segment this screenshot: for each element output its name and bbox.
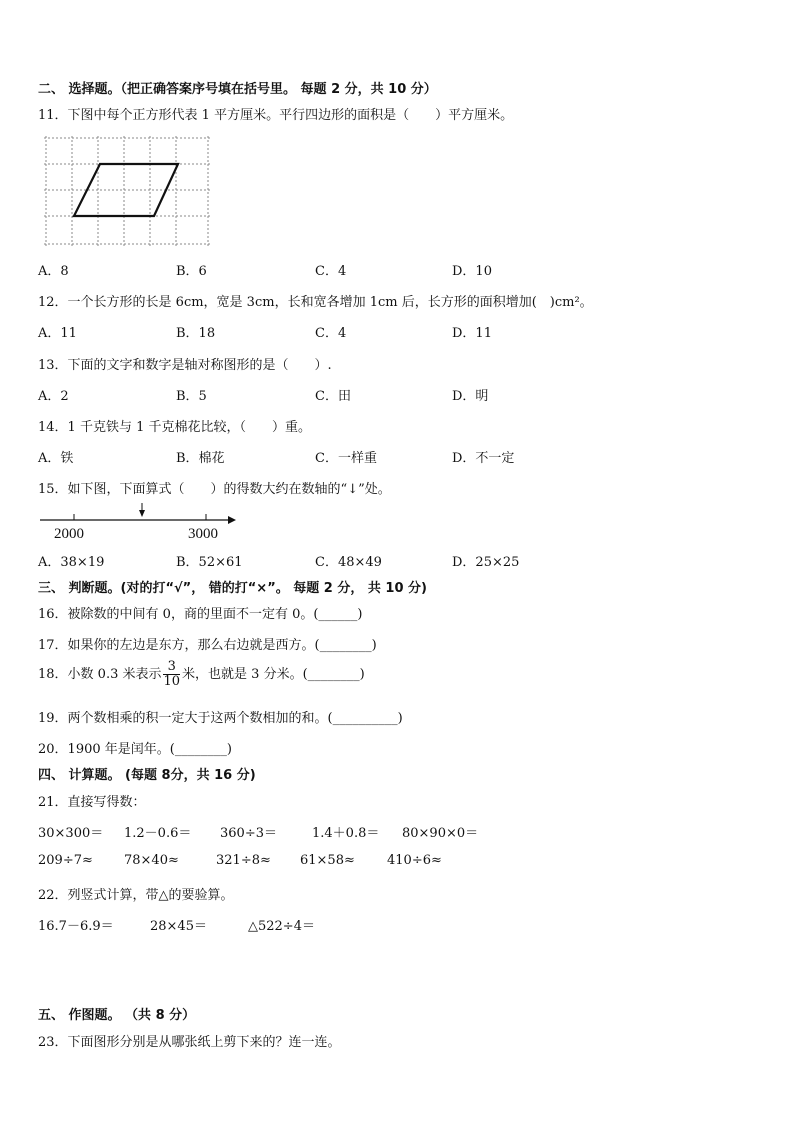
q14-option-c[interactable]: C．一样重: [315, 451, 377, 466]
question-14: 14．1 千克铁与 1 千克棉花比较，（ ）重。: [38, 420, 311, 435]
fraction-3-10: [163, 660, 180, 689]
axis-label-2000: 2000: [54, 526, 84, 542]
section3-heading: 三、 判断题。(对的打“√”， 错的打“×”。 每题 2 分， 共 10 分): [38, 581, 427, 596]
q14-option-a[interactable]: A．铁: [38, 451, 74, 466]
question-17[interactable]: 17．如果你的左边是东方，那么右边就是西方。(________): [38, 638, 377, 653]
question-16[interactable]: 16．被除数的中间有 0，商的里面不一定有 0。(______): [38, 607, 363, 622]
calc-item[interactable]: △522÷4＝: [248, 919, 315, 934]
calc-item[interactable]: 321÷8≈: [216, 853, 271, 868]
q12-option-d[interactable]: D．11: [452, 326, 492, 341]
calc-item[interactable]: 80×90×0＝: [402, 826, 479, 841]
q15-option-b[interactable]: B．52×61: [176, 555, 243, 570]
calc-item[interactable]: 1.4＋0.8＝: [312, 826, 380, 841]
q12-option-b[interactable]: B．18: [176, 326, 216, 341]
number-line-figure: [38, 500, 238, 544]
q13-option-d[interactable]: D．明: [452, 389, 489, 404]
q12-option-c[interactable]: C．4: [315, 326, 347, 341]
calc-item[interactable]: 1.2－0.6＝: [124, 826, 192, 841]
down-arrow-head: [139, 510, 145, 517]
q11-option-d[interactable]: D．10: [452, 264, 492, 279]
q14-option-d[interactable]: D．不一定: [452, 451, 515, 466]
section2-heading: 二、 选择题。（把正确答案序号填在括号里。 每题 2 分，共 10 分）: [38, 82, 437, 97]
question-18[interactable]: [38, 660, 365, 689]
calc-item[interactable]: 30×300＝: [38, 826, 104, 841]
q15-option-a[interactable]: A．38×19: [38, 555, 105, 570]
q18-text-before: 18．小数 0.3 米表示: [38, 667, 162, 682]
q18-text-after: 米，也就是 3 分米。(________): [182, 667, 365, 682]
axis-label-3000: 3000: [188, 526, 218, 542]
question-15: 15．如下图，下面算式（ ）的得数大约在数轴的“↓”处。: [38, 482, 391, 497]
section5-heading: 五、 作图题。 （共 8 分）: [38, 1008, 196, 1023]
q11-option-c[interactable]: C．4: [315, 264, 347, 279]
grid-parallelogram-figure: [44, 136, 212, 248]
calc-item[interactable]: 28×45＝: [150, 919, 207, 934]
q11-option-b[interactable]: B．6: [176, 264, 207, 279]
question-21: 21．直接写得数：: [38, 795, 146, 810]
q11-option-a[interactable]: A．8: [38, 264, 69, 279]
q15-option-c[interactable]: C．48×49: [315, 555, 382, 570]
q13-option-b[interactable]: B．5: [176, 389, 207, 404]
q12-option-a[interactable]: A．11: [38, 326, 77, 341]
q13-option-c[interactable]: C．田: [315, 389, 351, 404]
section4-heading: 四、 计算题。 (每题 8分，共 16 分): [38, 768, 256, 783]
calc-item[interactable]: 61×58≈: [300, 853, 355, 868]
fraction-denominator: 10: [163, 674, 181, 689]
calc-item[interactable]: 16.7－6.9＝: [38, 919, 114, 934]
question-13: 13．下面的文字和数字是轴对称图形的是（ ）.: [38, 358, 332, 373]
calc-item[interactable]: 410÷6≈: [387, 853, 442, 868]
calc-item[interactable]: 209÷7≈: [38, 853, 93, 868]
question-22: 22．列竖式计算，带△的要验算。: [38, 888, 234, 903]
fraction-numerator: 3: [163, 660, 180, 675]
question-12: 12．一个长方形的长是 6cm，宽是 3cm，长和宽各增加 1cm 后，长方形的面积增加( )cm²。: [38, 295, 593, 310]
question-11: 11．下图中每个正方形代表 1 平方厘米。平行四边形的面积是（ ）平方厘米。: [38, 108, 514, 123]
q13-option-a[interactable]: A．2: [38, 389, 69, 404]
q15-option-d[interactable]: D．25×25: [452, 555, 520, 570]
question-23: 23．下面图形分别是从哪张纸上剪下来的？连一连。: [38, 1035, 341, 1050]
question-19[interactable]: 19．两个数相乘的积一定大于这两个数相加的和。(__________): [38, 711, 403, 726]
q14-option-b[interactable]: B．棉花: [176, 451, 225, 466]
calc-item[interactable]: 360÷3＝: [220, 826, 277, 841]
calc-item[interactable]: 78×40≈: [124, 853, 179, 868]
question-20[interactable]: 20．1900 年是闰年。(________): [38, 742, 232, 757]
number-line-arrowhead: [228, 516, 236, 524]
